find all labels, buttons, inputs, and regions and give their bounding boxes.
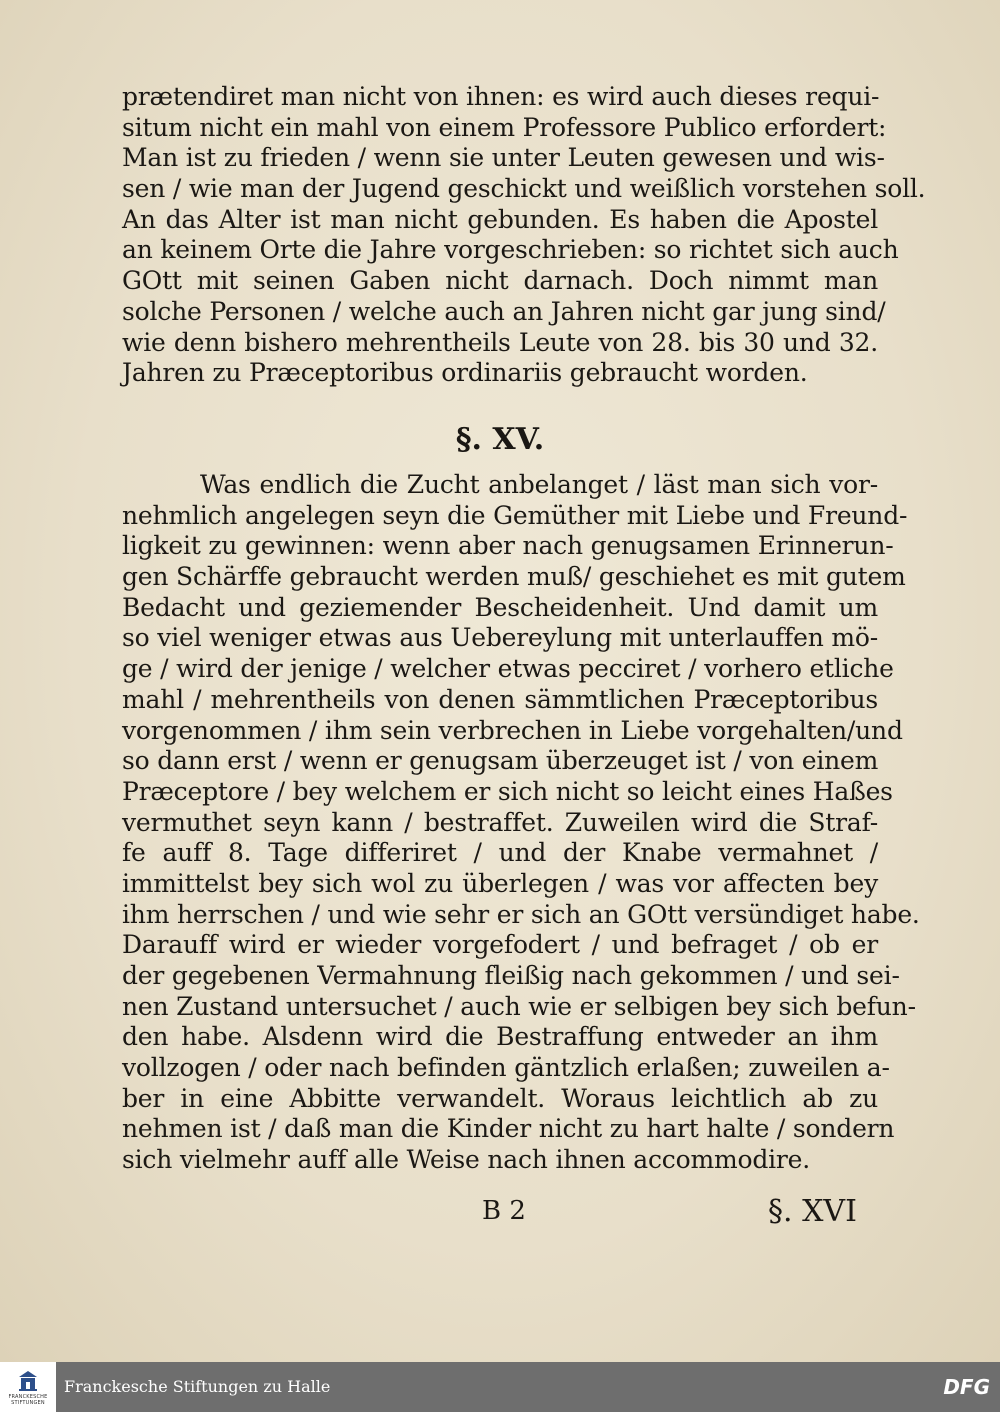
- text-line: sich vielmehr auff alle Weise nach ihnen accommodire.: [122, 1145, 811, 1175]
- text-line: Was endlich die Zucht anbelanget / läst man sich vor-: [200, 470, 878, 499]
- text-line: vorgenommen / ihm sein verbrechen in Liebe vorgehalten/und: [122, 715, 903, 745]
- text-line: sen / wie man der Jugend geschickt und weißlich vorstehen soll.: [122, 174, 926, 204]
- text-line: GOtt mit seinen Gaben nicht darnach. Doch nimmt man: [122, 266, 878, 296]
- catchword: §. XVI: [768, 1194, 857, 1229]
- paragraph-1: [122, 82, 926, 389]
- text-line: situm nicht ein mahl von einem Professore Publico erfordert:: [122, 112, 887, 142]
- text-line: ge / wird der jenige / welcher etwas pecciret / vorhero etliche: [122, 654, 894, 684]
- text-line: Bedacht und geziemender Bescheidenheit. Und damit um: [122, 592, 878, 622]
- text-line: vollzogen / oder nach befinden gäntzlich erlaßen; zuweilen a-: [122, 1053, 890, 1083]
- text-line: vermuthet seyn kann / bestraffet. Zuweilen wird die Straf-: [122, 807, 878, 837]
- text-line: ber in eine Abbitte verwandelt. Woraus leichtlich ab zu: [122, 1083, 878, 1113]
- text-line: nen Zustand untersuchet / auch wie er selbigen bey sich befun-: [122, 991, 916, 1021]
- text-line: ligkeit zu gewinnen: wenn aber nach genugsamen Erinnerun-: [122, 531, 894, 561]
- text-line: an keinem Orte die Jahre vorgeschrieben: so richtet sich auch: [122, 235, 899, 265]
- text-line: Præceptore / bey welchem er sich nicht so leicht eines Haßes: [122, 776, 893, 806]
- viewer-footer: [0, 1362, 1000, 1412]
- text-line: ihm herrschen / und wie sehr er sich an GOtt versündiget habe.: [122, 899, 920, 929]
- section-heading: §. XV.: [455, 422, 545, 457]
- logo-text-line: FRANCKESCHE: [8, 1394, 48, 1400]
- paragraph-2: [122, 470, 920, 1176]
- text-line: Darauff wird er wieder vorgefodert / und befraget / ob er: [122, 930, 878, 960]
- text-line: Jahren zu Præceptoribus ordinariis gebraucht worden.: [122, 358, 808, 388]
- text-line: prætendiret man nicht von ihnen: es wird auch dieses requi-: [122, 82, 880, 111]
- text-line: mahl / mehrentheils von denen sämmtlichen Præceptoribus: [122, 684, 878, 714]
- text-line: fe auff 8. Tage differiret / und der Knabe vermahnet /: [122, 838, 878, 868]
- text-line: gen Schärffe gebraucht werden muß/ geschiehet es mit gutem: [122, 562, 906, 592]
- text-line: Man ist zu frieden / wenn sie unter Leuten gewesen und wis-: [122, 143, 885, 173]
- text-line: An das Alter ist man nicht gebunden. Es haben die Apostel: [122, 204, 878, 234]
- text-line: der gegebenen Vermahnung fleißig nach gekommen / und sei-: [122, 961, 900, 990]
- text-line: so dann erst / wenn er genugsam überzeuget ist / von einem: [122, 746, 879, 776]
- text-line: so viel weniger etwas aus Uebereylung mit unterlauffen mö-: [122, 623, 878, 653]
- dfg-logo[interactable]: DFG: [943, 1375, 990, 1399]
- text-line: den habe. Alsdenn wird die Bestraffung entweder an ihm: [122, 1022, 878, 1052]
- text-line: immittelst bey sich wol zu überlegen / was vor affecten bey: [122, 868, 878, 898]
- logo-text-line: STIFTUNGEN: [11, 1400, 45, 1406]
- text-line: nehmlich angelegen seyn die Gemüther mit Liebe und Freund-: [122, 500, 908, 530]
- building-icon: [17, 1370, 39, 1392]
- footer-title-link[interactable]: Franckesche Stiftungen zu Halle: [64, 1377, 331, 1396]
- franckesche-logo[interactable]: [0, 1362, 56, 1412]
- text-line: nehmen ist / daß man die Kinder nicht zu hart halte / sondern: [122, 1114, 895, 1144]
- text-line: solche Personen / welche auch an Jahren nicht gar jung sind/: [122, 296, 886, 326]
- logo-caption: [2, 1394, 54, 1406]
- text-line: wie denn bishero mehrentheils Leute von 28. bis 30 und 32.: [122, 327, 878, 357]
- signature-mark: B 2: [482, 1196, 526, 1226]
